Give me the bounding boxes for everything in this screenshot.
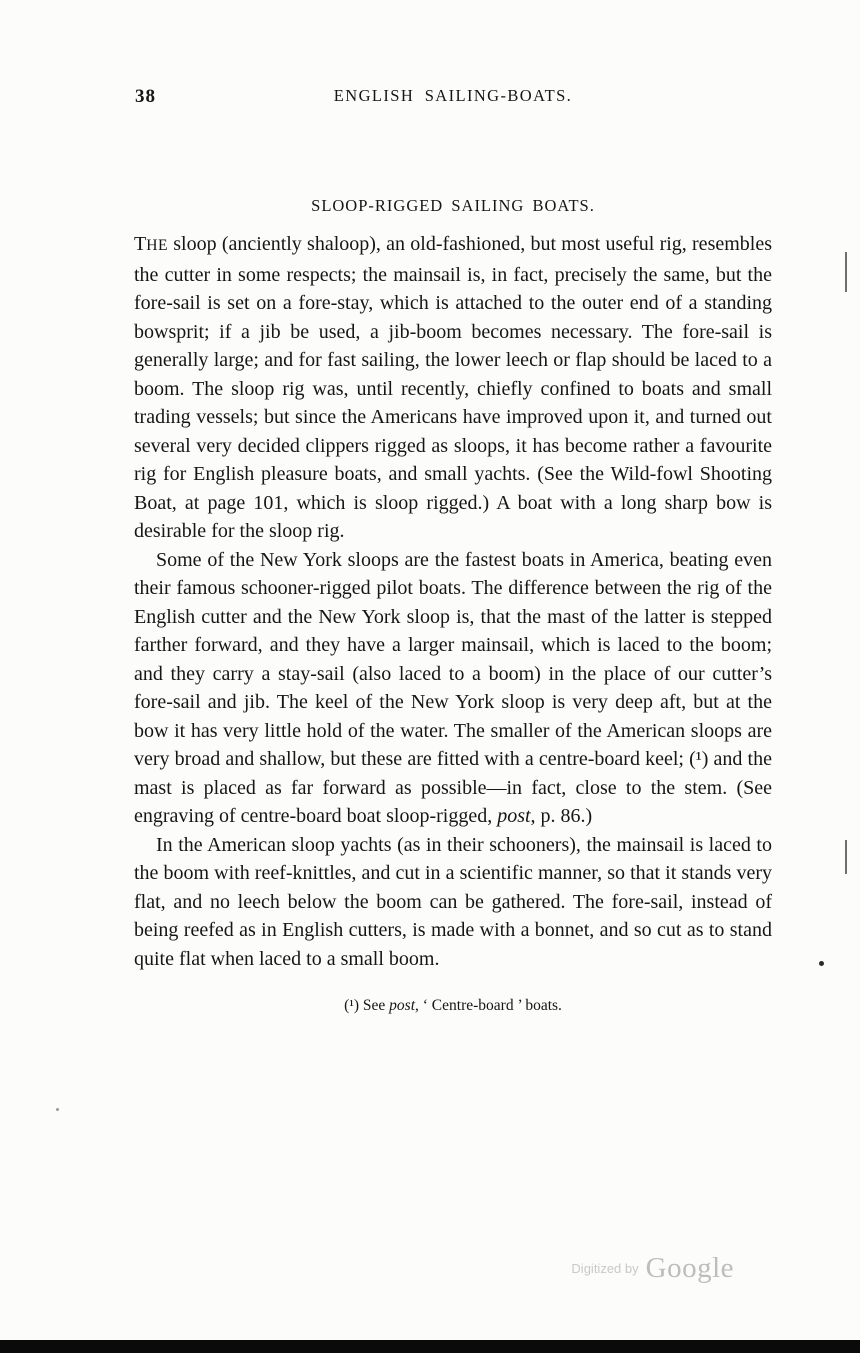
text-segment: In the American sloop yachts (as in their schooners), the mainsail is laced to the boom with reef-knittles, and cut in a scientific manner, so that it stands very flat, and no leech below the boom can be gathered. The fore-sail, instead of being reefed as in English cutters, is made with a bonnet, and so cut as to stand quite flat when laced to a small boom. — [134, 833, 772, 970]
scan-artifact — [819, 961, 824, 966]
text-segment: , p. 86.) — [530, 805, 593, 827]
page-header — [134, 86, 772, 108]
text-segment: post — [389, 997, 416, 1014]
digitized-watermark — [571, 1252, 734, 1285]
text-segment: sloop (anciently shaloop), an old-fashioned, but most useful rig, resembles the cutter in some respects; the mainsail is, in fact, precisely the same, but the fore-sail is set on a fore-stay, which is attached to the outer end of a standing bowsprit; if a jib be used, a jib-boom becomes necessary. The fore-sail is generally large; and for fast sailing, the lower leech or flap should be laced to a boom. The sloop rig was, until recently, chiefly confined to boats and small trading vessels; but since the Americans have improved upon it, and turned out several very decided clippers rigged as sloops, it has become rather a favourite rig for English pleasure boats, and small yachts. (See the Wild-fowl Shooting Boat, at page 101, which is sloop rigged.) A boat with a long sharp bow is desirable for the sloop rig. — [134, 233, 772, 542]
book-page — [134, 86, 772, 1015]
footnote — [134, 997, 772, 1015]
text-segment: T — [134, 233, 147, 255]
text-segment: Some of the New York sloops are the fastest boats in America, beating even their famous schooner-rigged pilot boats. The difference between the rig of the English cutter and the New York sloop is, that the mast of the latter is stepped farther forward, and they have a larger mainsail, which is laced to the boom; and they carry a stay-sail (also laced to a boom) in the place of our cutter’s fore-sail and jib. The keel of the New York sloop is very deep aft, but at the bow it has very little hold of the water. The smaller of the American sloops are very broad and shallow, but these are fitted with a centre-board keel; (¹) and the mast is placed as far forward as possible—in fact, close to the stem. (See engraving of centre-board boat sloop-rigged, — [134, 548, 772, 827]
scan-artifact — [845, 840, 847, 874]
text-segment: HE — [146, 237, 169, 254]
digitized-by-text: Digitized by — [571, 1261, 639, 1276]
text-segment: (¹) See — [344, 997, 390, 1014]
paragraph — [134, 230, 772, 546]
paragraphs — [134, 230, 772, 973]
scan-artifact — [56, 1108, 59, 1111]
scan-edge-bar — [0, 1340, 860, 1353]
google-logo-text: Google — [645, 1252, 734, 1284]
paragraph — [134, 831, 772, 974]
page-number: 38 — [135, 86, 156, 107]
paragraph — [134, 546, 772, 831]
scan-artifact — [845, 252, 847, 292]
section-title: SLOOP-RIGGED SAILING BOATS. — [311, 196, 595, 215]
running-title: ENGLISH SAILING-BOATS. — [333, 86, 573, 105]
text-segment: post — [497, 805, 531, 827]
text-segment: , ‘ Centre-board ’ boats. — [415, 997, 562, 1014]
